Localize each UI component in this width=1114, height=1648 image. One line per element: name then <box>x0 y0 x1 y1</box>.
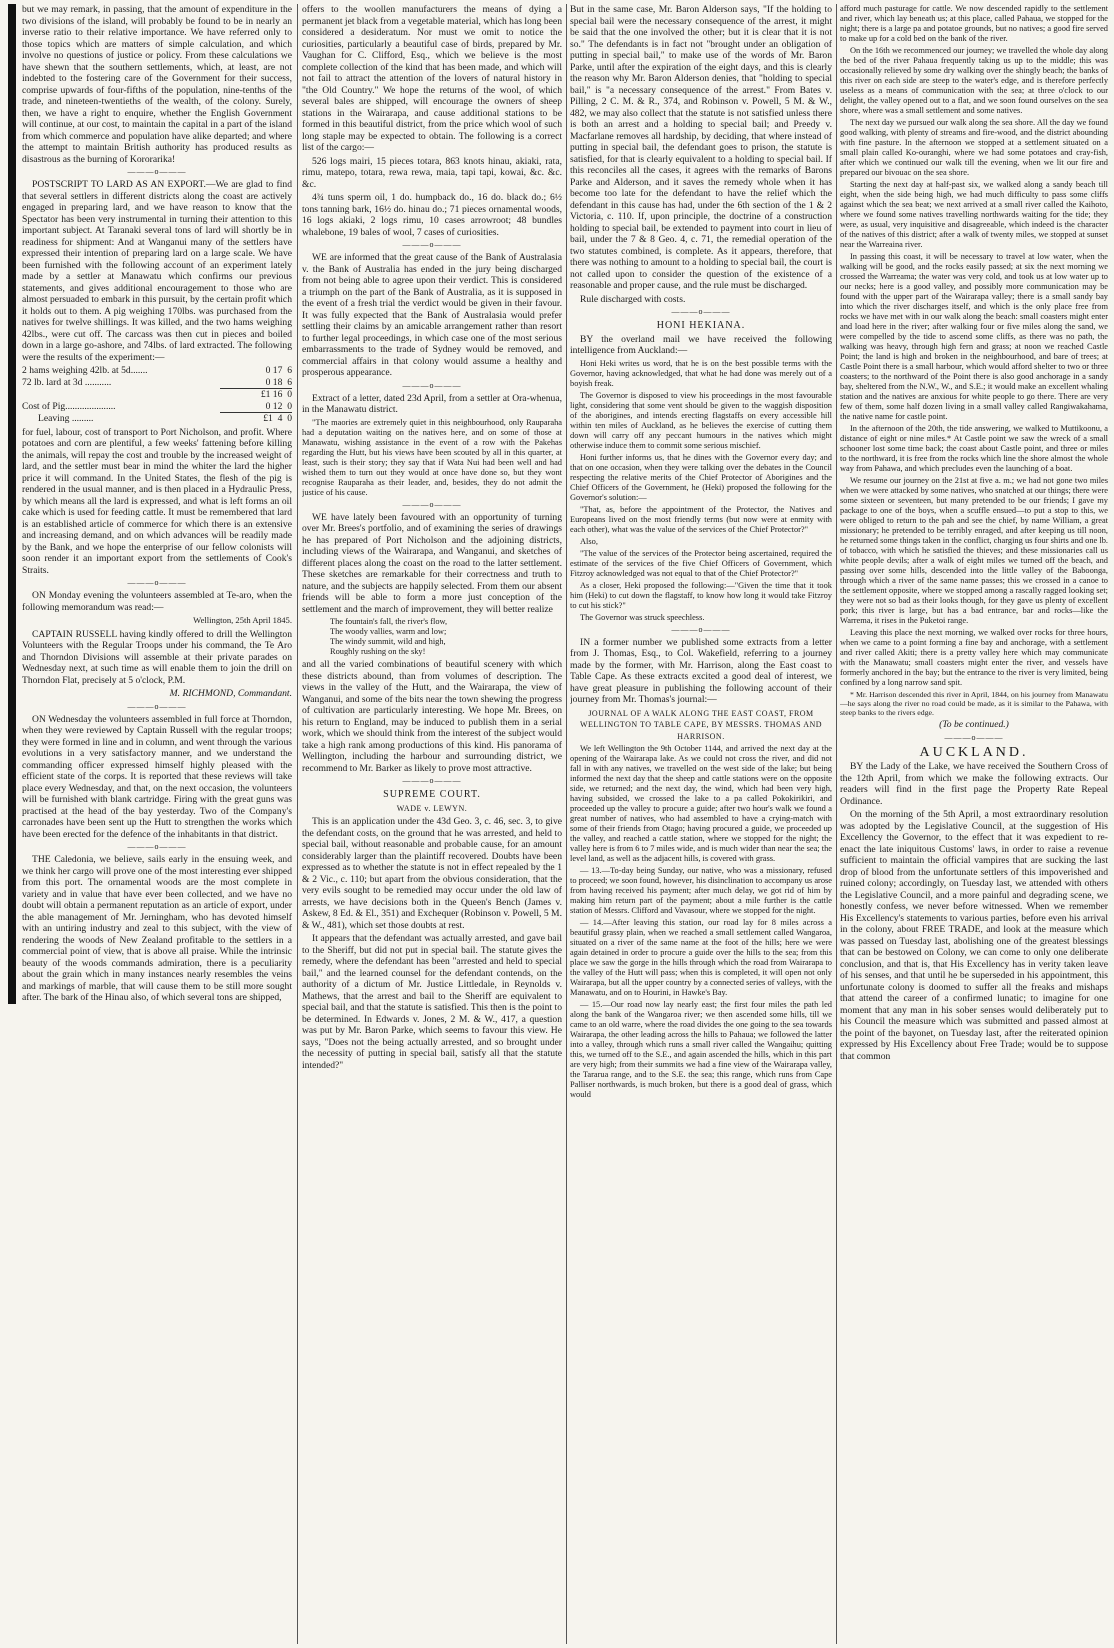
auckland-paragraph: BY the Lady of the Lake, we have received the Southern Cross of the 12th April, from which we make the following extracts. Our readers will find in the first page the Property Rate Repeal Ordinance. <box>840 761 1108 807</box>
separator: ———o——— <box>402 380 462 390</box>
cargo-list: 4¾ tuns sperm oil, 1 do. humpback do., 16 do. black do.; 6½ tons tanning bark, 16½ do. hinau do.; 71 pieces ornamental woods, 16 logs akiaki, 2 logs rimu, 10 cases arrowroot; 48 bundles whalebone, 19 bales of wool, 7 cases of curiosities. <box>302 192 562 238</box>
separator: ———o——— <box>671 624 731 634</box>
lard-account-table <box>22 365 292 425</box>
bank-paragraph: WE are informed that the great cause of the Bank of Australasia v. the Bank of Australia has ended in the jury being discharged from not being able to agree upon their verdict. This is considered a triumph on the part of the Bank of Australia, as it is supposed in the event of a fresh trial the verdict would be given in their favour. It was fully expected that the Bank of Australasia would prefer settling their claims by an amicable arrangement rather than resort to further legal proceedings, in which case one of the most serious embarrassments to the trade of Sydney would be removed, and commercial affairs in that colony would assume a healthy and prosperous appearance. <box>302 252 562 378</box>
article-paragraph: Honi Heki writes us word, that he is on the best possible terms with the Governor, having acknowledged, that what he had done was merely out of a boyish freak. <box>570 358 832 388</box>
account-row: Cost of Pig..................... 0 12 0 <box>22 400 292 412</box>
review-paragraph: ON Wednesday the volunteers assembled in full force at Thorndon, when they were reviewed by Captain Russell with the regular troops; they were formed in line and in column, and went through the various evolutions in a very satisfactory manner, and we understand the commanding officer expressed himself highly pleased with the efficient state of the corps. It is reported that these reviews will take place every Wednesday, and that, on the next occasion, the volunteers will be furnished with blank cartridge. Firing with the great guns was practised at the head of the bay yesterday. Two of the Company's carronades have been sent up the Hutt to strengthen the works which have been erected for the defence of the inhabitants in that district. <box>22 713 292 840</box>
journal-entry: — 14.—After leaving this station, our road lay for 8 miles across a beautiful grassy plain, when we reached a small settlement called Wangaroa, situated on a river of the same name at the foot of the hills; here we were again detained in order to procure a guide over the hills to the sea; from this place we saw the gorge in the hills through which the road from Wairarapa to the valley of the Hutt will pass; when this is completed, it will open not only Wairarapa, but all the upper country by a connected series of valleys, with the Manawatu, and on to Hourini, in Hawke's Bay. <box>570 918 832 997</box>
article-paragraph: "The value of the services of the Protector being ascertained, required the estimate of the services of the five Chief Officers of Government, which Fitzroy acknowledged was not equal to that of the Chief Protector?" <box>570 548 832 578</box>
journal-entry: On the 16th we recommenced our journey; we travelled the whole day along the bed of the river Pahaua frequently taking us up to the middle; this was occasionally relieved by some dry walking over the shingly beach; the banks of this river on each side are steep to the water's edge, and is therefore perfectly useless as a means of communication with the sea; at three o'clock to our delight, the valley opened out to a flat, and we soon found ourselves on the sea shore, where was a small settlement and some natives. <box>840 46 1108 115</box>
auckland-paragraph: On the morning of the 5th April, a most extraordinary resolution was adopted by the Legislative Council, at the suggestion of His Excellency the Governor, to the effect that it was expedient to re-enact the late iniquitous Customs' laws, in order to raise a revenue sufficient to maintain the official vampires that are sucking the last drop of blood from the unfortunate settlers of this impoverished and ruined colony; accordingly, on Tuesday last, we attended with others the Legislative Council, and a more painful and degrading scene, we honestly confess, we never before witnessed. When we remember His Excellency's statements to various parties, before even his arrival in the colony, about FREE TRADE, and look at the measure which was passed on Tuesday last, abolishing one of the greatest blessings that can be bestowed on Colony, we can come to only one deliberate conclusion, and that is, that His Excellency has in verity taken leave of his senses, and that until he be superseded in his appointment, this unfortunate colony is doomed to suffer all the freaks and mishaps that attend the career of a confirmed lunatic; to imagine for one moment that any man in his sober senses would deliberately put to his Council the measure which was submitted and passed almost at the point of the bayonet, on Tuesday last, after the reiterated opinion expressed by His Excellency about Free Trade; would be to suppose that common <box>840 809 1108 1062</box>
memorandum-dateline: Wellington, 25th April 1845. <box>193 615 292 625</box>
article-paragraph: offers to the woollen manufacturers the means of dying a permanent jet black from a vegetable material, which has long been considered a desideratum. Nor must we omit to notice the curiosities, particularly a beautiful case of birds, prepared by Mr. Vaughan for C. Clifford, Esq., which we believe is the most complete collection of the kind that has been made, and which will not fail to attract the attention of the lovers of natural history in "the Old Country." We hope the returns of the wool, of which several bales are shipped, will encourage the owners of sheep stations in the Wairarapa, and cause additional stations to be formed in this beautiful district, from the price which wool of such long staple may be expected to obtain. The following is a correct list of the cargo:— <box>302 4 562 153</box>
column-rule <box>297 4 298 1644</box>
letter-extract: "The maories are extremely quiet in this neighbourhood, only Rauparaha had a deputation waiting on the natives here, and on some of those at Manawatu, wishing assistance in the event of a row with the Pakehas regarding the Hutt, but his views have been scouted by all in this quarter, at least, such is their story; they say that if Wata Nui had been well and had wished them to turn out they would at once have done so, but they wont recognise Rauparaha as their leader, and, besides, they do not admit the justice of his cause. <box>302 417 562 497</box>
journal-entry: In the afternoon of the 20th, the tide answering, we walked to Muttikoonu, a distance of eight or nine miles.* At Castle point we saw the wreck of a small schooner lost some time back; the coast about Castle point, and three or miles to the northward, it is free from the rocks which line the shore almost the whole way from Pahawa, and which precludes even the launching of a boat. <box>840 424 1108 473</box>
column-2 <box>302 4 562 1644</box>
volunteers-paragraph: ON Monday evening the volunteers assembled at Te-aro, when the following memorandum was read:— <box>22 590 292 613</box>
verse-line: Roughly rushing on the sky! <box>330 647 426 656</box>
memorandum-paragraph: CAPTAIN RUSSELL having kindly offered to drill the Wellington Volunteers with the Regular Troops under his command, the Te Aro and Thorndon Divisions will assemble at their private parades on Wednesday next, at such time as will enable them to join the drill on Thorndon Flat, precisely at 5 o'clock, P.M. <box>22 628 292 686</box>
account-row: 72 lb. lard at 3d ........... 0 18 6 <box>22 376 292 388</box>
journal-entry: — 13.—To-day being Sunday, our native, who was a missionary, refused to proceed; we soon found, however, his disinclination to accompany us arose from having received his payment; after much delay, we got rid of him by making him return part of the payment; about a mile further is the cattle station of Messrs. Clifford and Vavasour, where we stopped for the night. <box>570 866 832 915</box>
journal-title: JOURNAL OF A WALK ALONG THE EAST COAST, FROM WELLINGTON TO TABLE CAPE, BY MESSRS. THOMAS AND HARRISON. <box>579 708 823 741</box>
article-paragraph: As a closer, Heki proposed the following:—"Given the time that it took him (Heki) to cut down the flagstaff, to know how long it would take Fitzroy to cut his stick?" <box>570 580 832 610</box>
court-paragraph: But in the same case, Mr. Baron Alderson says, "If the holding to special bail were the necessary consequence of the arrest, it might be said that the one involved the other; but it is clear that it is not so." The defendants is in fact not "brought under an obligation of putting in special bail," to make use of the words of Mr. Baron Parke, until after the expiration of the eight days, and this is clearly the reason why Mr. Baron Alderson denies, that "holding to special bail," is "a necessary consequence of the arrest." From Bates v. Pilling, 2 C. M. & R., 374, and Robinson v. Powell, 5 M. & W., 482, we may also collect that the statute is not satisfied unless there is both an arrest and a holding to special bail; and Preedy v. Macfarlane removes all hardship, by deciding, that where instead of putting in special bail, the defendant goes to prison, the statute is satisfied, for that is clearly equivalent to a holding to special bail. If this reconciles all the cases, it agrees with the remarks of Barons Parke and Alderson, and it saves the remedy whole when it has become too late for the defendant to have the relief which the defendant in this cause has had, under the 6th section of the 1 & 2 Victoria, c. 110. If, upon principle, the doctrine of a construction holding to special bail, be extended to payment into court in lieu of bail, under the 7 & 8 Geo. 4, c. 71, the remedial operation of the two statutes combined, is complete. As it appears, therefore, that there was nothing to amount to a holding to special bail, the court is not called upon to consider the question of the existence of a reasonable and proper cause, and the rule must be discharged. <box>570 4 832 291</box>
letter-intro: Extract of a letter, dated 23d April, from a settler at Ora-whenua, in the Manawatu district. <box>302 392 562 415</box>
column-4 <box>840 4 1108 1644</box>
account-row: Leaving ......... £1 4 0 <box>38 412 292 424</box>
article-paragraph: Also, <box>580 536 598 546</box>
journal-entry: The next day we pursued our walk along the sea shore. All the day we found good walking, with plenty of streams and fire-wood, and the district abounding with fine pasture. In the afternoon we stopped at a settlement situated on a small plain called Ko-ouranghi, where we had some potatoes and cray-fish, after which we continued our walk till the evening, when we lit our fire and prepared our bivouac on the sea shore. <box>840 118 1108 177</box>
footnote: * Mr. Harrison descended this river in April, 1844, on his journey from Manawatu—he says along the river no road could be made, as it is similar to the Pahawa, with steep banks to the rivers edge. <box>840 690 1108 717</box>
account-row: £1 16 0 <box>22 389 292 401</box>
article-paragraph: but we may remark, in passing, that the amount of expenditure in the two divisions of the island, will probably be found to be in nearly an inverse ratio to their relative importance. We have referred only to those topics which are matters of simple calculation, and which involve no questions of justice or policy. From these calculations we have shewn that the southern settlements, which, at least, are not indebted to the fostering care of the Government for their success, comprise upwards of four-fifths of the population, nine-tenths of the trade, and nineteen-twentieths of the wealth, of the colony. Surely, then, we have a right to enquire, whether the English Government will continue, at our cost, to maintain the capital in a part of the island from which commerce and population have alike departed; and where the attempt to maintain British authority has produced results as disastrous as the burning of Kororarika! <box>22 4 292 165</box>
separator: ———o——— <box>944 732 1004 742</box>
lard-export-paragraph: POSTSCRIPT TO LARD AS AN EXPORT.—We are glad to find that several settlers in different districts along the coast are actively engaged in preparing lard, and we have reason to know that the Spectator has been very instrumental in turning their attention to this important subject. At Taranaki several tons of lard will shortly be in readiness for shipment: And at Wanganui many of the settlers have expressed their intention of preparing lard on a large scale. We have been furnished with the following account of an experiment lately made by a settler at Manawatu which confirms our previous statements, and gives additional encouragement to those who are almost persuaded to embark in this pursuit, by the certain profit which it holds out to them. A pig weighing 170lbs. was purchased from the natives for twelve shillings. It was killed, and the two hams weighing 42lbs., were cut off. The carcass was then cut in pieces and boiled down in a large go-ashore, and 74lbs. of lard extracted. The following were the results of the experiment:— <box>22 179 292 363</box>
article-paragraph: and all the varied combinations of beautiful scenery with which these districts abound, than from volumes of description. The views in the valley of the Hutt, and the Wairarapa, the view of Wanganui, and some of the bits near the town shewing the progress of cultivation are particularly interesting. We hope Mr. Brees, on his return to England, may be induced to publish them in a serial work, which we should think from the interest of the subject would take a high rank among productions of this kind. His panorama of Wellington, including the harbour and surrounding district, we recommend to Mr. Barker as likely to prove most attractive. <box>302 659 562 774</box>
supreme-court-heading: SUPREME COURT. <box>383 789 481 800</box>
court-paragraph: It appears that the defendant was actually arrested, and gave bail to the Sheriff, but did not put in special bail. The statute gives the remedy, where the defendant has been "arrested and held to special bail," and the learned counsel for the defendant contends, on the authority of a dictum of Mr. Justice Littledale, in Reynolds v. Mathews, that the arrest and bail to the Sheriff are equivalent to special bail, and that the statute is satisfied. This then is the point to be determined. In Edwards v. Jones, 2 M. & W., 417, a question was put by Mr. Baron Parke, which seems to favour this view. He says, "Does not the being actually arrested, and so brought under the necessity of putting in special bail, satisfy all that the statute intended?" <box>302 933 562 1071</box>
column-1 <box>8 4 292 1644</box>
separator: ———o——— <box>127 167 187 176</box>
court-paragraph: This is an application under the 43d Geo. 3, c. 46, sec. 3, to give the defendant costs, on the ground that he was arrested, and held to special bail, without reasonable and probable cause, for an amount considerably larger than the plaintiff recovered. Doubts have been expressed as to whether the statute is not in effect repealed by the 1 & 2 Vic., c. 110; but apart from the obvious consideration, that the very evils sought to be remedied may occur under the old law of arrests, we have decisions both in the Queen's Bench (James v. Askew, 8 Ed. & El., 351) and Exchequer (Robinson v. Powell, 5 M. & W., 481), which set those doubts at rest. <box>302 816 562 931</box>
separator: ———o——— <box>402 776 462 785</box>
journal-entry: Leaving this place the next morning, we walked over rocks for three hours, when we came to a point forming a fine bay and anchorage, with a settlement and river called Akiti; there is a pretty valley here which may communicate with the Manawatu; small coasters might enter the river, and vessels have formerly anchored in the bay; but the entrance to the river is very limited, being confined by a long narrow sand spit. <box>840 628 1108 687</box>
article-paragraph: Honi further informs us, that he dines with the Governor every day; and that on one occasion, when they were talking over the debates in the Council respecting the relative merits of the Chief Protector of Aborigines and the Chief Officers of the Government, he (Heki) proposed the following for the Governor's solution:— <box>570 452 832 502</box>
case-subheading: WADE v. LEWYN. <box>396 803 468 813</box>
journal-entry: afford much pasturage for cattle. We now descended rapidly to the settlement and river, which lay beneath us; at this place, called Pahaua, we stopped for the night; there is a large pa and potatoe grounds, but no natives; a good fire served to make up for a cold bed on the bank of the river. <box>840 4 1108 43</box>
separator: ———o——— <box>671 307 731 316</box>
separator: ———o——— <box>127 842 187 851</box>
article-paragraph: BY the overland mail we have received the following intelligence from Auckland:— <box>570 333 832 356</box>
article-paragraph: The Governor is disposed to view his proceedings in the most favourable light, considering that some vent should be given to the waggish disposition of the aborigines, and intends erecting flagstaffs on every accessible hill within ten miles of Auckland, as he believes the exercise of cutting them down will carry off any peccant humours in the natives which might otherwise induce them to commit some serious mischief. <box>570 390 832 450</box>
column-3 <box>570 4 832 1644</box>
separator: ———o——— <box>127 701 187 711</box>
brees-paragraph: WE have lately been favoured with an opportunity of turning over Mr. Brees's portfolio, and of examining the series of drawings he has prepared of Port Nicholson and the adjoining districts, including views of the Wairarapa, and Wanganui, and sketches of different places along the coast on the road to the latter settlement. These sketches are remarkable for their correctness and truth to nature, and the subjects are happily selected. From them our absent friends will be able to form a more just conception of the settlement and the march of improvement, they will better realize <box>302 511 562 615</box>
journal-entry: We left Wellington the 9th October 1144, and arrived the next day at the opening of the Wairarapa lake. As we could not cross the river, and did not fall in with any natives, we travelled on the west side of the lake; but being informed the next day that the sheep and cattle stations were on the opposite side, we returned; and the next day, the wind, which had been very high, having subsided, we crossed the lake to a pa called Pokokirikiri, and proceeded up the valley to procure a guide; after two hour's walk we found a great number of natives, who had assembled to have a crying-match with some of their friends from Otago; having procured a guide, we proceeded up the valley, and reached a cattle station, where we stopped for the night; the valley here is from 6 to 7 miles wide, and is much wider than near the sea; the level land, as well as the adjacent hills, is covered with grass. <box>570 744 832 863</box>
court-ruling: Rule discharged with costs. <box>580 293 686 305</box>
column-rule <box>566 4 567 1644</box>
verse-line: The fountain's fall, the river's flow, <box>330 617 448 626</box>
journal-intro: IN a former number we published some extracts from a letter from J. Thomas, Esq., to Col. Wakefield, referring to a journey made by the former, with Mr. Harrison, along the East coast to Table Cape. As these extracts excited a good deal of interest, we have great pleasure in publishing the following account of their journey from Mr. Thomas's journal:— <box>570 636 832 705</box>
journal-entry: In passing this coast, it will be necessary to travel at low water, when the walking will be good, and the rocks easily passed; at six the next morning we crossed the Warreama; the water was very cold, and took us at low water up to our necks; here is a good valley, and possibly more communication may be found with the upper part of the Wairarapa valley; there is a small sandy bay into which the river discharges itself, and which is the only place free from rocks we have met with in our walk along the beach: small coasters might enter and load here in the river; after walking four or five miles along the sand, we were compelled by the tide to ascend some cliffs, as there was no path, the walking was heavy, through high fern and grass; at noon we reached Castle Point; the land is high and broken in the neighbourhood, and bare of trees; at Castle Point there is a small harbour, which would afford shelter to two or three coasters; to the northward of the Point there is also good anchorage in a sandy bay, sheltered from the N.W., W., and S.E.; it would make an excellent whaling station and the natives are anxious for white people to go there. There are very few of them, some half dozen living in a small valley called Rangiwakahama, the native name for castle point. <box>840 252 1108 421</box>
verse-line: The windy summit, wild and high, <box>330 637 446 646</box>
account-row: 2 hams weighing 42lb. at 5d....... 0 17 6 <box>22 365 292 376</box>
column-rule <box>836 4 837 1644</box>
separator: ———o——— <box>127 578 187 587</box>
memorandum-signature: M. RICHMOND, Commandant. <box>169 688 292 699</box>
caledonia-paragraph: THE Caledonia, we believe, sails early in the ensuing week, and we think her cargo will prove one of the most interesting ever shipped from this port. The ornamental woods are the most complete in variety and in value that have ever been collected, and we have no doubt will obtain a permanent reputation as an article of export, under the able management of Mr. Jerningham, who has devoted himself with an untiring industry and zeal to this subject, with the view of rendering the woods of New Zealand profitable to the settlers in a commercial point of view, that is above all praise. While the intrinsic beauty of the woods commands admiration, there is a peculiarity about the grain which in many instances nearly resembles the veins and markings of marble, that will cause them to be still more sought after. The bark of the Hinau also, of which several tons are shipped, <box>22 854 292 1003</box>
article-paragraph: for fuel, labour, cost of transport to Port Nicholson, and profit. Where potatoes and corn are plentiful, a few weeks' fattening before killing the animals, will repay the cost and trouble by the increased weight of lard, and the settler must bear in mind the whiter the lard the higher price it will command. In the United States, the flesh of the pig is rendered in the usual manner, and is then placed in a Hydraulic Press, by which means all the lard is expressed, and what is left forms an oil cake which is used for feeding cattle. It must be remembered that lard is an established article of commerce for which there is an extensive and increasing demand, and on which advances will be readily made by the Bank, and we hope the enterprise of our fellow colonists will soon render it an important export from the settlements of Cook's Straits. <box>22 426 292 576</box>
honi-hekiana-heading: HONI HEKIANA. <box>656 320 746 331</box>
article-paragraph: "That, as, before the appointment of the Protector, the Natives and Europeans lived on the most friendly terms (but now were at enmity with each other), what was the value of the services of the Chief Protector?" <box>570 504 832 534</box>
to-be-continued: (To be continued.) <box>939 719 1009 730</box>
journal-entry: Starting the next day at half-past six, we walked along a sandy beach till eight, when the side being high, we had much difficulty to pass some cliffs against which the sea beat; we next arrived at a small river called the Kaihoto, where we found some natives travelling northwards waiting for the tide; they were, as usual, very inquisitive and disagreeable, which indeed is the character of the natives of this district; after a walk of twenty miles, we stopped at sunset near the Warreaina river. <box>840 180 1108 249</box>
separator: ———o——— <box>402 240 462 249</box>
separator: ———o——— <box>402 499 462 509</box>
auckland-heading: AUCKLAND. <box>919 744 1029 760</box>
article-paragraph: The Governor was struck speechless. <box>580 612 705 622</box>
journal-entry: We resume our journey on the 21st at five a. m.; we had not gone two miles when we were attacked by some natives, who snatched at our things; there were some sixteen or seventeen, but many pretended to be our friends; I gave my package to one of the boys, when a scuffle ensued—to put a stop to this, we were obliged to return to the pah and see the chief, by name William, a great missionary; he pretended to be terribly enraged, and after keeping us till noon, he returned some things taken in the conflict, charging us four shirts and one lb. of tobacco, with which he satisfied the thieves; and these missionaries call us white people devils; after a walk of eight miles we turned off the beach, and passing over some hills, descended into the little valley of the Baboonga, through which a river of the same name passes; this we crossed in a canoe to the settlement opposite, where we stopped among a rascally ragged looking set; they were not so bad as their looks though, for they gave us plenty of excellent pork; this river is large, but has a bad entrance, bar and rocks—like the Warrema, it rises in the Puketoi range. <box>840 476 1108 625</box>
cargo-list: 526 logs mairi, 15 pieces totara, 863 knots hinau, akiaki, rata, rimu, matepo, totara, rewa rewa, maia, tapi tapi, kowai, &c. &c. &c. <box>302 155 562 190</box>
journal-entry: — 15.—Our road now lay nearly east; the first four miles the path led along the bank of the Wangaroa river; we then ascended some hills, till we came to an old warre, where the road divides the one going to the sea towards Wairarapa, the other leading across the hills to Pahaua; we followed the latter into a valley, through which runs a small river called the Wangaihu; quitting this, we turned off to the S.E., and again ascended the hills, which in this part are very high; from their summits we had a fine view of the Wairarapa valley, the Tararua range, and to the S.E. the sea; this range, which runs from Cape Palliser northwards, is much broken, but there is a good deal of grass, which would <box>570 1000 832 1099</box>
verse-line: The woody vallies, warm and low; <box>330 627 447 636</box>
verse-quote <box>302 617 562 657</box>
